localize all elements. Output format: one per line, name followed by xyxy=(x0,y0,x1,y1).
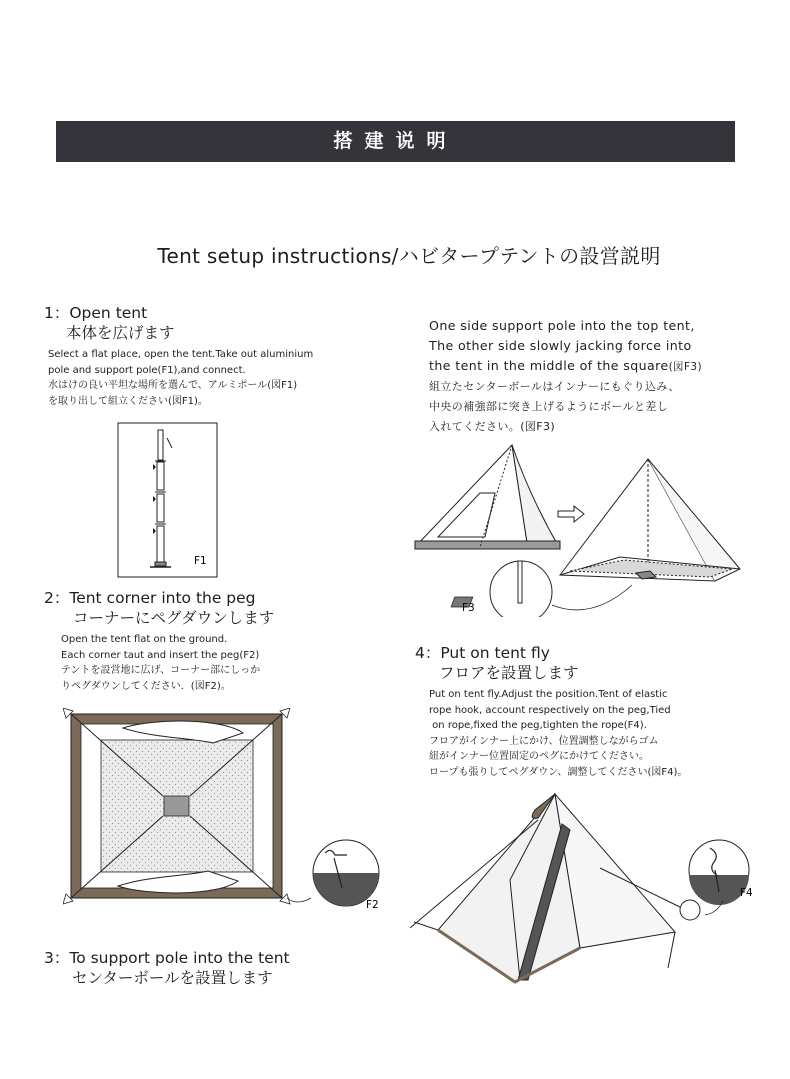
step3-text xyxy=(429,316,702,437)
f4-fly xyxy=(410,794,682,982)
figure-f4-tent-fly xyxy=(410,790,760,988)
f2-center-patch xyxy=(164,796,189,816)
step1-line: pole and support pole(F1),and connect. xyxy=(48,364,246,376)
title-banner xyxy=(56,121,735,162)
step3-line: 組立たセンターボールはインナーにもぐり込み、 xyxy=(429,380,680,394)
step1-heading-en: 1：Open tent xyxy=(44,304,148,322)
figure-f2-tent-floor xyxy=(63,708,393,913)
step4-text xyxy=(429,687,687,781)
step3-heading-jp: センターボールを設置します xyxy=(72,969,273,987)
step1-heading-jp: 本体を広げます xyxy=(66,324,175,342)
step4-line: Put on tent fly.Adjust the position.Tent of elastic xyxy=(429,689,668,700)
figure-f1-pole xyxy=(117,422,218,578)
step4-heading-en: 4：Put on tent fly xyxy=(415,644,550,662)
step3-heading-en: 3：To support pole into the tent xyxy=(44,949,290,967)
f4-label: F4 xyxy=(740,887,753,899)
step4-line: ロープも張りしてペグダウン、調整してください(図F4)。 xyxy=(429,766,688,778)
step3-line: 中央の補強部に突き上げるようにボールと差し xyxy=(429,400,669,414)
f1-frame xyxy=(118,423,217,577)
f4-zoom-marker xyxy=(680,900,700,920)
step2-heading-en: 2：Tent corner into the peg xyxy=(44,589,256,607)
step2-line: Each corner taut and insert the peg(F2) xyxy=(61,649,260,661)
step3-line: 入れてください。(図F3) xyxy=(429,419,556,433)
f2-label: F2 xyxy=(366,899,379,911)
f3-left-tent xyxy=(415,445,560,549)
step2-line: りペグダウンしてください．(図F2)。 xyxy=(61,680,231,692)
step1-line: を取り出して組立ください(図F1)。 xyxy=(48,395,208,407)
step3-line: the tent in the middle of the square(図F3) xyxy=(429,357,702,373)
page-title: Tent setup instructions/ハビタープテントの設営説明 xyxy=(157,244,661,268)
step4-line: rope hook, account respectively on the peg,Tied xyxy=(429,704,671,716)
f3-arrow xyxy=(558,506,584,522)
step2-heading-jp: コーナーにペグダウンします xyxy=(73,609,275,627)
step2-line: Open the tent flat on the ground. xyxy=(61,634,228,645)
step4-line: フロアがインナー上にかけ、位置調整しながらゴム xyxy=(429,735,659,747)
step4-heading-jp: フロアを設置します xyxy=(439,664,579,682)
f3-right-tent xyxy=(560,459,740,581)
step2-text xyxy=(61,632,260,694)
step1-line: Select a flat place, open the tent.Take out aluminium xyxy=(48,349,314,360)
step3-line: One side support pole into the top tent, xyxy=(429,318,695,333)
f3-label: F3 xyxy=(462,602,475,614)
step3-line: The other side slowly jacking force into xyxy=(429,337,692,353)
step4-line: 紐がインナー位置固定のペグにかけてください。 xyxy=(429,751,649,763)
figure-f3-center-pole xyxy=(410,437,750,617)
f1-label: F1 xyxy=(194,555,207,567)
step4-line: on rope,fixed the peg,tighten the rope(F4). xyxy=(429,720,647,732)
step1-line: 水はけの良い平坦な場所を選んで、アルミポール(図F1) xyxy=(48,380,298,392)
step1-text xyxy=(48,347,313,409)
step2-line: テントを設営地に広げ、コーナー部にしっか xyxy=(61,665,261,677)
banner-title: 搭建说明 xyxy=(333,130,458,152)
